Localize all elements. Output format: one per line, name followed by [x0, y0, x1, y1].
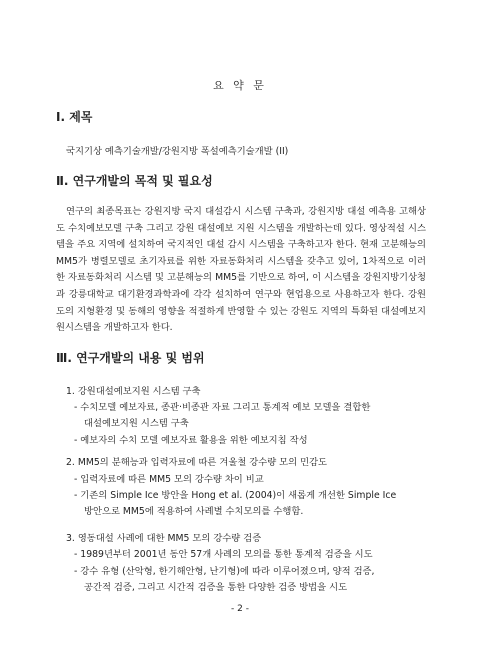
section-2-heading: Ⅱ. 연구개발의 목적 및 필요성	[56, 174, 213, 188]
document-title: 요 약 문	[213, 79, 267, 92]
item-1-sub: 대설예보지원 시스템 구축	[84, 418, 189, 429]
item-1-sub: - 예보자의 수치 모델 예보자료 활용을 위한 예보지침 작성	[74, 435, 308, 446]
item-3-title: 3. 영동대설 사례에 대한 MM5 모의 강수량 검증	[66, 533, 262, 544]
item-3-sub: - 강수 유형 (산악형, 한기해안형, 난기형)에 따라 이루어졌으며, 양적 검증,	[74, 566, 375, 577]
item-2-title: 2. MM5의 분해능과 입력자료에 따른 겨울철 강수량 모의 민감도	[66, 457, 328, 468]
item-1-title: 1. 강원대설예보지원 시스템 구축	[66, 386, 201, 397]
section-3-heading: Ⅲ. 연구개발의 내용 및 범위	[56, 351, 205, 365]
item-2-sub: - 입력자료에 따른 MM5 모의 강수량 차이 비교	[74, 474, 264, 485]
item-3-sub: 공간적 검증, 그리고 시간적 검증을 통한 다양한 검증 방법을 시도	[84, 582, 348, 593]
item-3-sub: - 1989년부터 2001년 동안 57개 사례의 모의를 통한 통계적 검증을 시도	[74, 549, 373, 560]
page-number: - 2 -	[231, 604, 249, 614]
section-2-paragraph: 연구의 최종목표는 강원지방 국지 대설감시 시스템 구축과, 강원지방 대설 예측용 고해상도 수치예보모델 구축 그리고 강원 대설예보 지원 시스템을 개발하는데 있다. 영상적설 시스템을 주요 지역에 설치하여 국지적인 대설 감시 시스템을 구축하고자 한다. 현재 고분해능의 MM5가 병렬모델로 초기자료를 위한 자료동화처리 시스템을 갖추고 있어, 1차적으로 이러한 자료동화처리 시스템 및 고분해능의 MM5를 기반으로 하여, 이 시스템을 강원지방기상청과 강릉대학교 대기환경과학과에 각각 설치하여 연구와 현업용으로 사용하고자 한다. 강원도의 지형환경 및 동해의 영향을 적절하게 반영할 수 있는 강원도 지역의 특화된 대설예보지원시스템을 개발하고자 한다.	[56, 206, 426, 334]
item-2-sub: 방안으로 MM5에 적용하여 사례별 수치모의를 수행함.	[84, 506, 304, 517]
section-1-heading: Ⅰ. 제목	[56, 110, 93, 124]
item-2-sub: - 기존의 Simple Ice 방안을 Hong et al. (2004)이 새롭게 개선한 Simple Ice	[74, 490, 397, 501]
section-1-text: 국지기상 예측기술개발/강원지방 폭설예측기술개발 (II)	[66, 146, 289, 157]
item-1-sub: - 수치모델 예보자료, 종관·비종관 자료 그리고 통계적 예보 모델을 결합한	[74, 402, 371, 413]
